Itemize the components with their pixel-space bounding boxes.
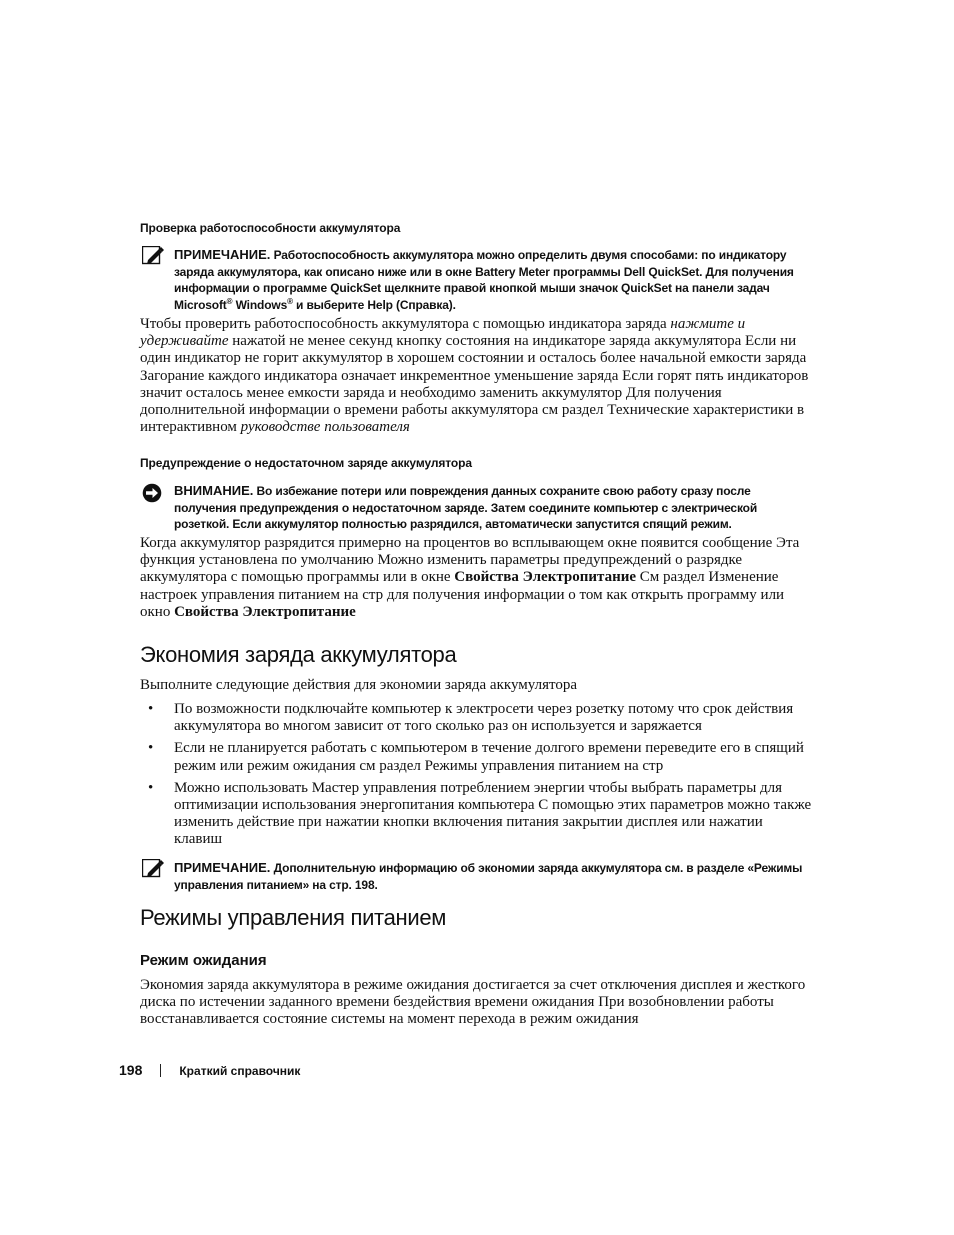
warning-label: ВНИМАНИЕ. <box>174 483 254 498</box>
list-item-text: Если не планируется работать с компьютером в течение долгого времени переведите его в спящий режим или режим ожидания см раздел Режимы управления питанием на стр <box>174 740 804 774</box>
pencil-note-icon <box>142 246 164 266</box>
note-text <box>174 247 814 313</box>
list-item-text: Можно использовать Мастер управления потреблением энергии чтобы выбрать параметры для оптимизации использования энергопитания компьютера С помощью этих параметров можно также изменить действие при нажатии кнопки включения питания закрытии дисплея или нажатии клавиш <box>174 779 812 848</box>
para-text: Чтобы проверить работоспособность аккумулятора с помощью индикатора заряда <box>140 316 671 332</box>
para-text: нажатой не менее секунд кнопку состояния на индикаторе заряда аккумулятора Если ни один индикатор не горит аккумулятор в хорошем состоянии и осталось более начальной емкости заряда Загорание каждого индикатора означает инкрементное уменьшение заряда Если горят пять индикаторов значит осталось менее емкости заряда и необходимо заменить аккумулятор Для получения дополнительной информации о времени работы аккумулятора см раздел Технические характеристики в интерактивном <box>140 333 809 436</box>
list-item <box>140 780 812 849</box>
note-body-a: Работоспособность аккумулятора можно определить двумя способами: по индикатору заряда аккумулятора, как описано ниже или в окне Battery Meter программы Dell QuickSet. Для получения информации о программе QuickSet щелкните правой кнопкой мыши значок QuickSet на панели задач Microsoft <box>174 248 794 312</box>
note-body-c: и выберите <box>292 297 368 312</box>
help-menu-name: Help <box>367 297 393 312</box>
note-text <box>174 860 814 893</box>
para-text: См раздел Изменение настроек управления питанием на стр для получения информации о том как открыть программу или окно <box>140 569 785 620</box>
section-title-battery-saving: Экономия заряда аккумулятора <box>140 642 457 667</box>
footer-divider <box>160 1064 161 1077</box>
bullet-mark: • <box>148 701 154 717</box>
list-item <box>140 701 812 735</box>
paragraph-low-battery <box>140 535 812 621</box>
bullet-mark: • <box>148 779 154 796</box>
pencil-note-icon <box>142 859 164 879</box>
paragraph-standby: Экономия заряда аккумулятора в режиме ожидания достигается за счет отключения дисплея и жесткого диска по истечении заданного времени бездействия времени ожидания При возобновлении работы восстанавливается состояние системы на момент перехода в режим ожидания <box>140 977 806 1028</box>
warning-text <box>174 483 814 533</box>
bullet-mark: • <box>148 740 154 757</box>
registered-mark: ® <box>226 296 233 306</box>
power-properties-ref: Свойства Электропитание <box>454 569 637 586</box>
section-heading-battery-check: Проверка работоспособности аккумулятора <box>140 221 401 235</box>
registered-mark: ® <box>287 296 293 306</box>
warning-body: Во избежание потери или повреждения данных сохраните свою работу сразу после получения предупреждения о недостаточном заряде. Затем соедините компьютер с электрической розеткой. Если аккумулятор полностью разрядился, автоматически запустится спящий режим. <box>174 484 758 532</box>
notice-arrow-icon <box>142 483 164 503</box>
section-title-power-modes: Режимы управления питанием <box>140 905 447 930</box>
section-heading-low-battery: Предупреждение о недостаточном заряде аккумулятора <box>140 456 472 470</box>
intro-battery-saving: Выполните следующие действия для экономии заряда аккумулятора <box>140 677 577 693</box>
power-properties-ref: Свойства Электропитание <box>174 603 356 620</box>
para-emphasis: нажмите и удерживайте <box>140 316 746 350</box>
note-body: Дополнительную информацию об экономии заряда аккумулятора см. в разделе «Режимы управления питанием» на стр. 198. <box>174 861 803 892</box>
para-text: Когда аккумулятор разрядится примерно на процентов во всплывающем окне появится сообщение Эта функция установлена по умолчанию Можно изменить параметры предупреждений о разрядке аккумулятора с помощью программы или в окне <box>140 535 800 586</box>
note-body-d: (Справка). <box>392 297 456 312</box>
note-label: ПРИМЕЧАНИЕ. <box>174 860 271 875</box>
paragraph-battery-check <box>140 316 812 436</box>
page-footer <box>119 1062 300 1078</box>
note-label: ПРИМЕЧАНИЕ. <box>174 247 271 262</box>
subsection-title-standby: Режим ожидания <box>140 952 267 969</box>
page-number: 198 <box>119 1062 143 1078</box>
bullet-list-battery-saving <box>140 701 812 854</box>
list-item <box>140 740 812 774</box>
para-emphasis: руководстве пользователя <box>240 419 410 436</box>
list-item-text: По возможности подключайте компьютер к электросети через розетку потому что срок действия аккумулятора во многом зависит от того сколько раз он используется и заряжается <box>174 701 794 735</box>
note-body-b: Windows <box>232 297 288 312</box>
book-title: Краткий справочник <box>179 1064 301 1078</box>
